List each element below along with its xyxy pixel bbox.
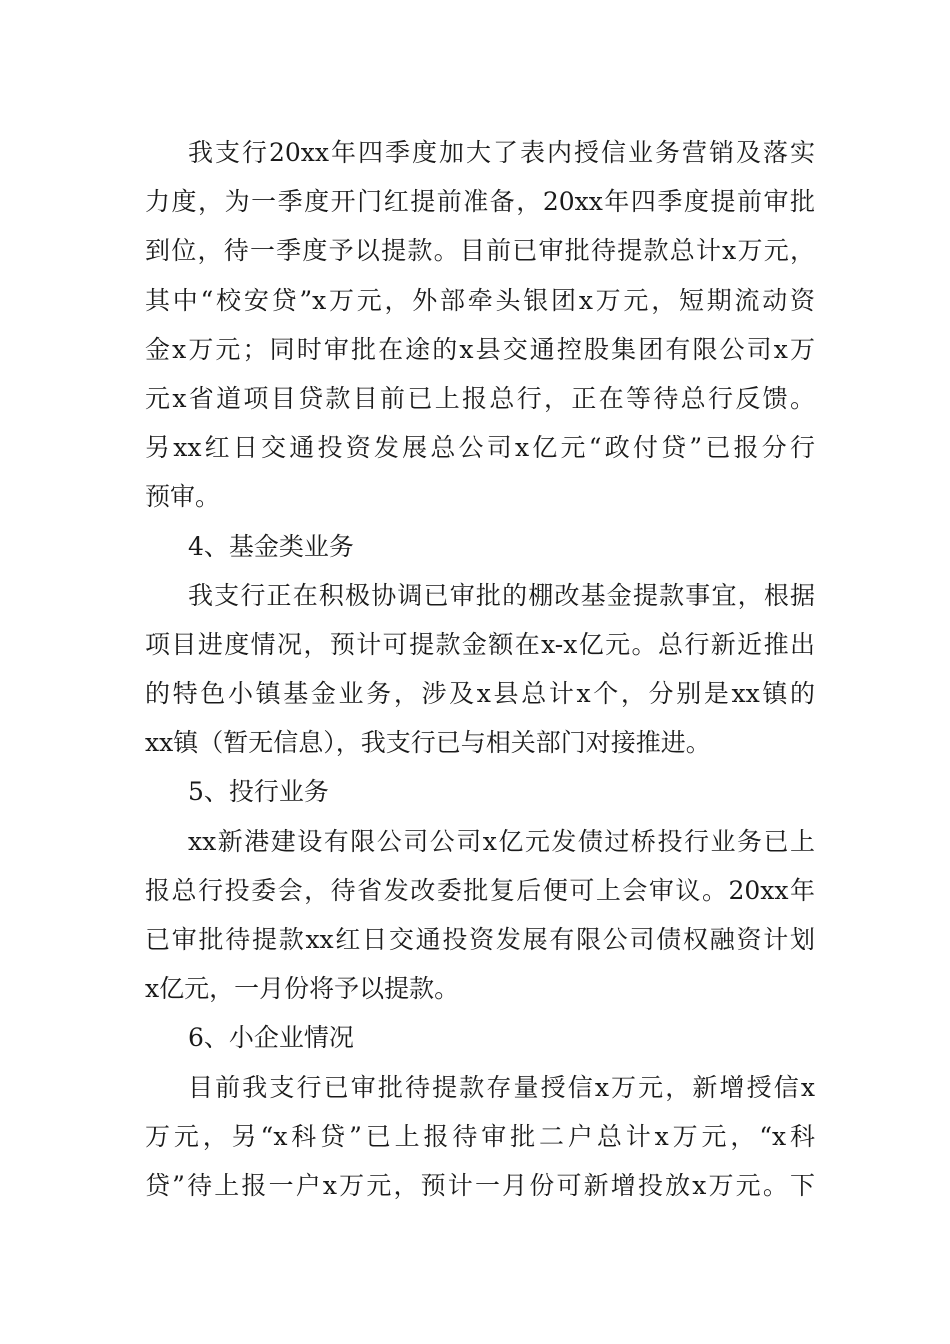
paragraph-line: xx镇（暂无信息），我支行已与相关部门对接推进。 [145, 728, 711, 758]
paragraph-line: x亿元，一月份将予以提款。 [145, 974, 460, 1004]
paragraph-line: 的特色小镇基金业务，涉及x县总计x个，分别是xx镇的 [145, 679, 815, 709]
paragraph-line: xx新港建设有限公司公司x亿元发债过桥投行业务已上 [188, 826, 815, 856]
paragraph-line: 我支行正在积极协调已审批的棚改基金提款事宜，根据 [188, 580, 815, 610]
paragraph-line: 金x万元；同时审批在途的x县交通控股集团有限公司x万 [145, 334, 815, 364]
paragraph-line: 贷”待上报一户x万元，预计一月份可新增投放x万元。下 [145, 1170, 815, 1200]
paragraph-line: 预审。 [145, 482, 221, 512]
document-body [145, 128, 815, 1210]
section-heading: 6、小企业情况 [188, 1023, 354, 1053]
paragraph-line: 已审批待提款xx红日交通投资发展有限公司债权融资计划 [145, 925, 815, 954]
paragraph-line: 另xx红日交通投资发展总公司x亿元“政付贷”已报分行 [145, 433, 815, 463]
section-heading: 4、基金类业务 [188, 531, 354, 561]
paragraph-line: 其中“校安贷”x万元，外部牵头银团x万元，短期流动资 [145, 285, 815, 315]
paragraph-line: 元x省道项目贷款目前已上报总行，正在等待总行反馈。 [145, 383, 815, 413]
paragraph-line: 力度，为一季度开门红提前准备，20xx年四季度提前审批 [145, 187, 815, 217]
paragraph-line: 项目进度情况，预计可提款金额在x-x亿元。总行新近推出 [145, 629, 815, 659]
paragraph-line: 目前我支行已审批待提款存量授信x万元，新增授信x [188, 1072, 815, 1102]
section-heading: 5、投行业务 [188, 777, 329, 807]
paragraph-line: 万元，另“x科贷”已上报待审批二户总计x万元，“x科 [145, 1121, 815, 1151]
paragraph-line: 我支行20xx年四季度加大了表内授信业务营销及落实 [188, 138, 815, 167]
paragraph-line: 报总行投委会，待省发改委批复后便可上会审议。20xx年 [145, 875, 815, 905]
paragraph-line: 到位，待一季度予以提款。目前已审批待提款总计x万元， [145, 236, 815, 266]
